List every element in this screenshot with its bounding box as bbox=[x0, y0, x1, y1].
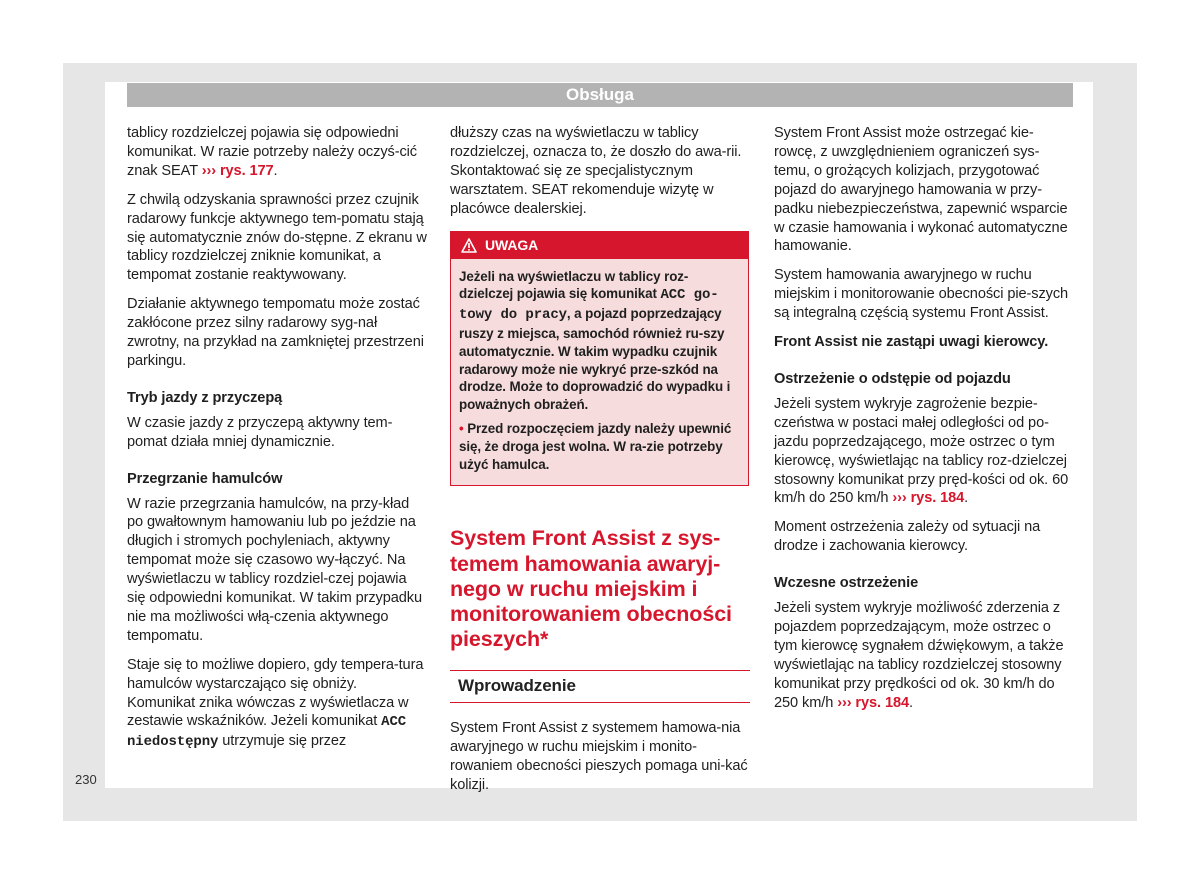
paragraph: System Front Assist może ostrzegać kie-rowcę, z uwzględnieniem ograniczeń sys-temu, o grożących kolizjach, przygotować pojazd do awaryjnego hamowania w przy-padku niebezpieczeństwa, zapewnić wsparcie w czasie hamowania i wykonać automatyczne hamowanie. bbox=[774, 125, 1068, 255]
warning-title: UWAGA bbox=[485, 236, 539, 253]
warning-paragraph: Jeżeli na wyświetlaczu w tablicy roz-dzielczej pojawia się komunikat ACC go-towy do pracy, a pojazd poprzedzający ruszy z miejsca, samochód również ru-szy automatycznie. W takim wypadku czujnik radarowy może nie wykryć prze-szkód na drodze. Może to doprowadzić do wypadku i poważnych obrażeń. bbox=[459, 268, 731, 413]
subheading-distance-warning: Ostrzeżenie o odstępie od pojazdu bbox=[774, 370, 1011, 387]
warning-box bbox=[450, 231, 749, 487]
display-message-code: ACC go-towy do pracy bbox=[459, 287, 719, 324]
warning-body bbox=[451, 259, 748, 486]
paragraph: W czasie jazdy z przyczepą aktywny tem-pomat działa mniej dynamicznie. bbox=[127, 414, 393, 450]
column-middle bbox=[450, 124, 750, 805]
figure-reference-link[interactable]: ››› rys. 184 bbox=[892, 490, 965, 507]
figure-reference-link[interactable]: ››› rys. 184 bbox=[837, 694, 909, 711]
section-title: System Front Assist z sys-temem hamowania awaryj-nego w ruchu miejskim i monitorowaniem obecności pieszych* bbox=[450, 526, 732, 652]
paragraph: System Front Assist z systemem hamowa-nia awaryjnego w ruchu miejskim i monito-rowaniem obecności pieszych pomaga uni-kać kolizji. bbox=[450, 720, 748, 793]
subheading-trailer: Tryb jazdy z przyczepą bbox=[127, 389, 283, 406]
warning-paragraph: • Przed rozpoczęciem jazdy należy upewnić się, że droga jest wolna. W ra-zie potrzeby użyć hamulca. bbox=[459, 420, 732, 472]
figure-reference-link[interactable]: ››› rys. 177 bbox=[201, 162, 274, 179]
paragraph: Moment ostrzeżenia zależy od sytuacji na drodze i zachowania kierowcy. bbox=[774, 519, 1041, 555]
page-number: 230 bbox=[75, 772, 97, 787]
paragraph: dłuższy czas na wyświetlaczu w tablicy rozdzielczej, oznacza to, że doszło do awa-rii. Skontaktować się ze specjalistycznym warsztatem. SEAT rekomenduje wizytę w placówce dealerskiej. bbox=[450, 125, 742, 217]
column-left bbox=[127, 124, 427, 762]
subheading-brake-overheat: Przegrzanie hamulców bbox=[127, 470, 283, 487]
bullet-icon: • bbox=[459, 420, 464, 436]
paragraph: Jeżeli system wykryje zagrożenie bezpie-czeństwa w postaci małej odległości od po-jazdu poprzedzającego, może ostrzec o tym kierowcę, wyświetlając na tablicy roz-dzielczej stosowny komunikat przy pręd-kości od ok. 60 km/h do 250 km/h ››› rys. 184. bbox=[774, 395, 1069, 507]
paragraph: Działanie aktywnego tempomatu może zostać zakłócone przez silny radarowy syg-nał zwrotny, na przykład na zamkniętej przestrzeni parkingu. bbox=[127, 296, 424, 369]
paragraph: System hamowania awaryjnego w ruchu miejskim i monitorowanie obecności pie-szych są integralną częścią systemu Front Assist. bbox=[774, 267, 1069, 322]
warning-triangle-icon bbox=[461, 238, 477, 253]
display-message-code: ACC niedostępny bbox=[127, 714, 407, 751]
paragraph: Front Assist nie zastąpi uwagi kierowcy. bbox=[774, 334, 1049, 351]
paragraph: W razie przegrzania hamulców, na przy-kład po gwałtownym hamowaniu lub po jeździe na długich i stromych pochyleniach, aktywny tempomat może się czasowo wy-łączyć. Na wyświetlaczu w tablicy rozdziel-czej pojawia się odpowiedni komunikat. W takim przypadku nie ma możliwości włą-czenia aktywnego tempomatu. bbox=[127, 495, 423, 644]
subsection-title: Wprowadzenie bbox=[450, 670, 750, 703]
warning-header bbox=[451, 232, 748, 259]
paragraph: Z chwilą odzyskania sprawności przez czujnik radarowy funkcje aktywnego tem-pomatu stają się automatycznie znów do-stępne. Z ekranu w tablicy rozdzielczej zniknie komunikat, a tempomat zostanie reaktywowany. bbox=[127, 191, 427, 284]
paragraph: Staje się to możliwe dopiero, gdy tempera-tura hamulców wystarczająco się obniży. Komunikat znika wówczas z wyświetlacza w zestawie wskaźników. Jeżeli komunikat ACC niedostępny utrzymuje się przez bbox=[127, 656, 424, 751]
column-right bbox=[774, 124, 1074, 722]
paragraph: tablicy rozdzielczej pojawia się odpowiedni komunikat. W razie potrzeby należy oczyś-cić znak SEAT ››› rys. 177. bbox=[127, 125, 418, 179]
subheading-early-warning: Wczesne ostrzeżenie bbox=[774, 575, 919, 592]
paragraph: Jeżeli system wykryje możliwość zderzenia z pojazdem poprzedzającym, może ostrzec o tym kierowcę sygnałem dźwiękowym, a także wyświetlając na tablicy rozdzielczej stosowny komunikat przy prędkości od ok. 30 km/h do 250 km/h ››› rys. 184. bbox=[774, 600, 1064, 711]
section-header: Obsługa bbox=[127, 83, 1073, 107]
